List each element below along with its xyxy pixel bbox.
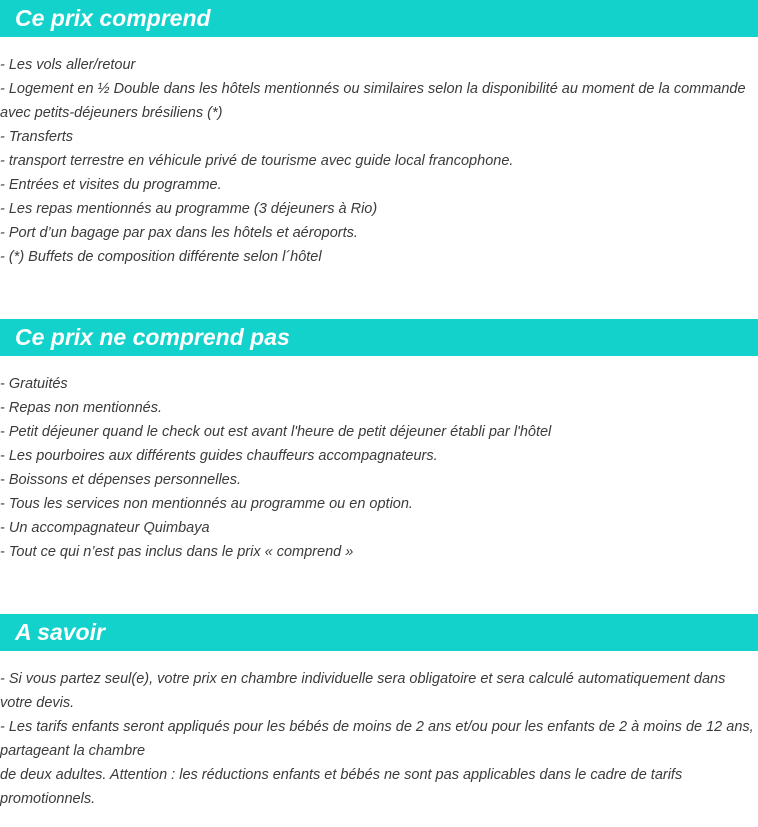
list-item: - Tous les services non mentionnés au programme ou en option.: [0, 496, 413, 512]
list-item: - Petit déjeuner quand le check out est avant l'heure de petit déjeuner établi par l'hôtel: [0, 424, 552, 440]
list-item: - Gratuités: [0, 376, 68, 392]
section-included: [0, 0, 758, 269]
section-title: A savoir: [0, 614, 758, 651]
list-item: - Port d’un bagage par pax dans les hôtels et aéroports.: [0, 225, 358, 241]
list-item: - Les repas mentionnés au programme (3 déjeuners à Rio): [0, 201, 378, 217]
list-item: - Tout ce qui n’est pas inclus dans le prix « comprend »: [0, 544, 354, 560]
section-title: Ce prix ne comprend pas: [0, 319, 758, 356]
list-item: - Les vols aller/retour: [0, 57, 136, 73]
section-content: [0, 53, 758, 269]
list-item: - Si vous partez seul(e), votre prix en chambre individuelle sera obligatoire et sera calculé automatiquement dans votre devis.: [0, 671, 726, 711]
section-title: Ce prix comprend: [0, 0, 758, 37]
list-item: - Les pourboires aux différents guides chauffeurs accompagnateurs.: [0, 448, 438, 464]
list-item: - Un accompagnateur Quimbaya: [0, 520, 210, 536]
section-content: [0, 372, 758, 564]
list-item: - Entrées et visites du programme.: [0, 177, 222, 193]
list-item: - Transferts: [0, 129, 74, 145]
list-item: - Les tarifs enfants seront appliqués pour les bébés de moins de 2 ans et/ou pour les enfants de 2 à moins de 12 ans, partageant la chambre: [0, 719, 754, 759]
section-content: [0, 667, 758, 811]
section-not-included: [0, 319, 758, 564]
list-item: - Repas non mentionnés.: [0, 400, 163, 416]
list-item: - (*) Buffets de composition différente selon l´hôtel: [0, 249, 322, 265]
list-item: de deux adultes. Attention : les réductions enfants et bébés ne sont pas applicables dans le cadre de tarifs promotionnels.: [0, 767, 683, 807]
list-item: - Boissons et dépenses personnelles.: [0, 472, 242, 488]
list-item: - transport terrestre en véhicule privé de tourisme avec guide local francophone.: [0, 153, 514, 169]
section-good-to-know: [0, 614, 758, 811]
list-item: - Logement en ½ Double dans les hôtels mentionnés ou similaires selon la disponibilité au moment de la commande avec petits-déjeuners brésiliens (*): [0, 81, 746, 121]
